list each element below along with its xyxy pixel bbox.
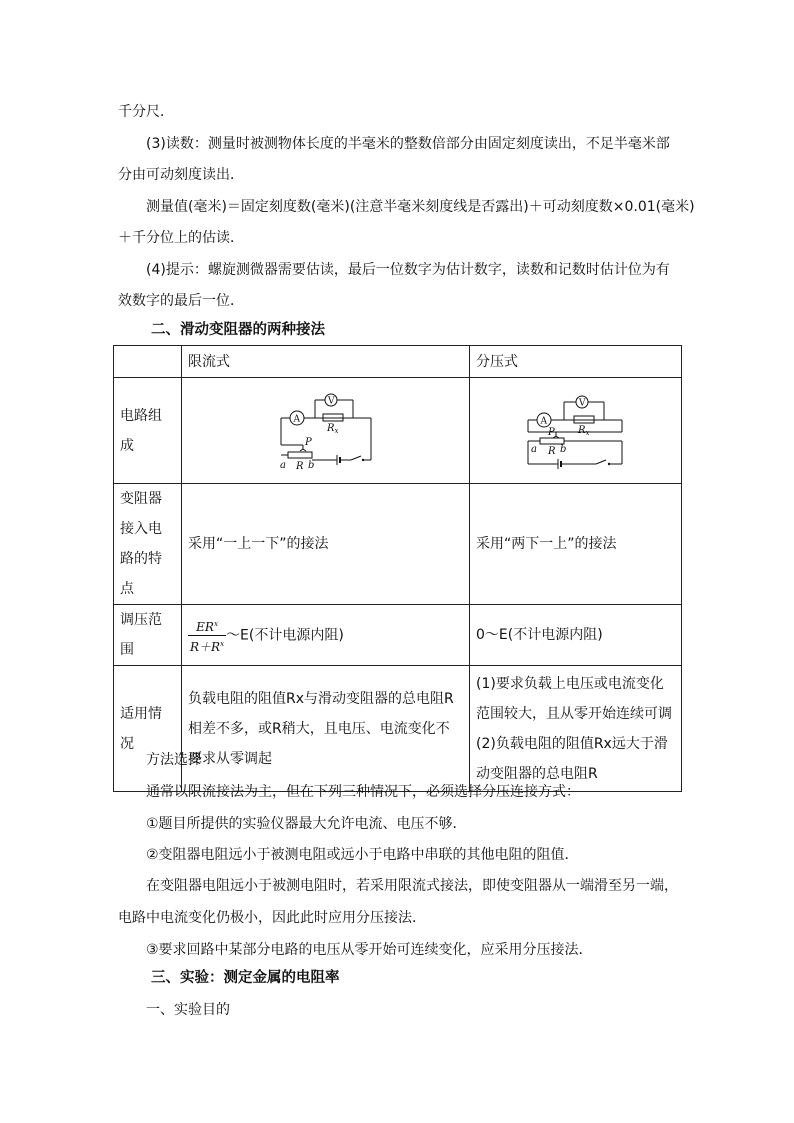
rheostat-label: R — [547, 445, 556, 457]
table-corner-cell — [114, 346, 182, 378]
end-a-label: a — [279, 459, 286, 471]
limit-cell — [182, 666, 470, 792]
method-title: 方法选择 — [146, 752, 202, 768]
table-row — [114, 605, 682, 666]
table-row — [114, 378, 682, 484]
divider-applicability-1: (1)要求负载上电压或电流变化范围较大，且从零开始连续可调 — [476, 675, 672, 722]
text-line: 测量值(毫米)＝固定刻度数(毫米)(注意半毫米刻度线是否露出)＋可动刻度数×0.01(毫米) — [146, 199, 695, 215]
voltage-divider-circuit-diagram — [522, 388, 630, 474]
text-line: ①题目所提供的实验仪器最大允许电流、电压不够． — [146, 816, 467, 832]
text-line: ③要求回路中某部分电路的电压从零开始可连续变化，应采用分压接法． — [146, 942, 593, 958]
subsection-heading: 一、实验目的 — [146, 1002, 230, 1018]
table-row — [114, 666, 682, 792]
divider-cell: 采用“两下一上”的接法 — [470, 484, 682, 605]
column-header-limit: 限流式 — [182, 346, 470, 378]
voltage-range-tail: ～E(不计电源内阻) — [226, 627, 344, 643]
text-line: 千分尺． — [118, 104, 174, 120]
voltmeter-label: V — [578, 398, 585, 408]
divider-circuit-cell — [470, 378, 682, 484]
row-label: 电路组成 — [114, 378, 182, 484]
text-line: ②变阻器电阻远小于被测电阻或远小于电路中串联的其他电阻的阻值． — [146, 847, 579, 863]
limit-cell — [182, 605, 470, 666]
text-line: 电路中电流变化仍极小，因此此时应用分压接法． — [118, 910, 426, 926]
rx-label: $R_x$ — [326, 422, 338, 435]
rx-label: $R_x$ — [577, 424, 589, 437]
text-line: 通常以限流接法为主，但在下列三种情况下，必须选择分压连接方式： — [146, 784, 580, 800]
row-label: 调压范围 — [114, 605, 182, 666]
limit-applicability-text: 负载电阻的阻值Rx与滑动变阻器的总电阻R相差不多，或R稍大，且电压、电流变化不要求从零调起 — [188, 690, 454, 767]
table-header-row — [114, 346, 682, 378]
slider-label: P — [304, 436, 312, 448]
row-label: 变阻器接入电路的特点 — [114, 484, 182, 605]
current-limiting-circuit-diagram — [267, 388, 385, 474]
text-line: 在变阻器电阻远小于被测电阻时，若采用限流式接法，即使变阻器从一端滑至另一端， — [146, 878, 678, 894]
divider-applicability-2: (2)负载电阻的阻值Rx远大于滑动变阻器的总电阻R — [476, 735, 668, 782]
end-a-label: a — [530, 443, 537, 455]
end-b-label: b — [307, 459, 314, 471]
ammeter-label: A — [293, 414, 300, 424]
limit-circuit-cell — [182, 378, 470, 484]
text-line: (3)读数：测量时被测物体长度的半毫米的整数倍部分由固定刻度读出，不足半毫米部 — [146, 136, 670, 152]
ammeter-label: A — [540, 416, 547, 426]
voltage-range-fraction: $\frac{ER^x}{R+R^x}$ — [188, 616, 226, 655]
voltmeter-label: V — [327, 396, 334, 406]
section-heading: 三、实验：测定金属的电阻率 — [151, 970, 340, 986]
limit-cell: 采用“一上一下”的接法 — [182, 484, 470, 605]
text-line: 分由可动刻度读出． — [118, 167, 244, 183]
table-row — [114, 484, 682, 605]
rheostat-label: R — [295, 460, 304, 472]
section-heading: 二、滑动变阻器的两种接法 — [151, 322, 325, 338]
slider-label: P — [547, 426, 555, 438]
divider-cell: 0～E(不计电源内阻) — [470, 605, 682, 666]
comparison-table — [113, 345, 682, 792]
text-line: 效数字的最后一位． — [118, 293, 244, 309]
row-label: 适用情况 — [114, 666, 182, 792]
column-header-divider: 分压式 — [470, 346, 682, 378]
divider-cell — [470, 666, 682, 792]
text-line: (4)提示：螺旋测微器需要估读，最后一位数字为估计数字，读数和记数时估计位为有 — [146, 262, 670, 278]
text-line: ＋千分位上的估读． — [118, 230, 244, 246]
end-b-label: b — [559, 443, 566, 455]
